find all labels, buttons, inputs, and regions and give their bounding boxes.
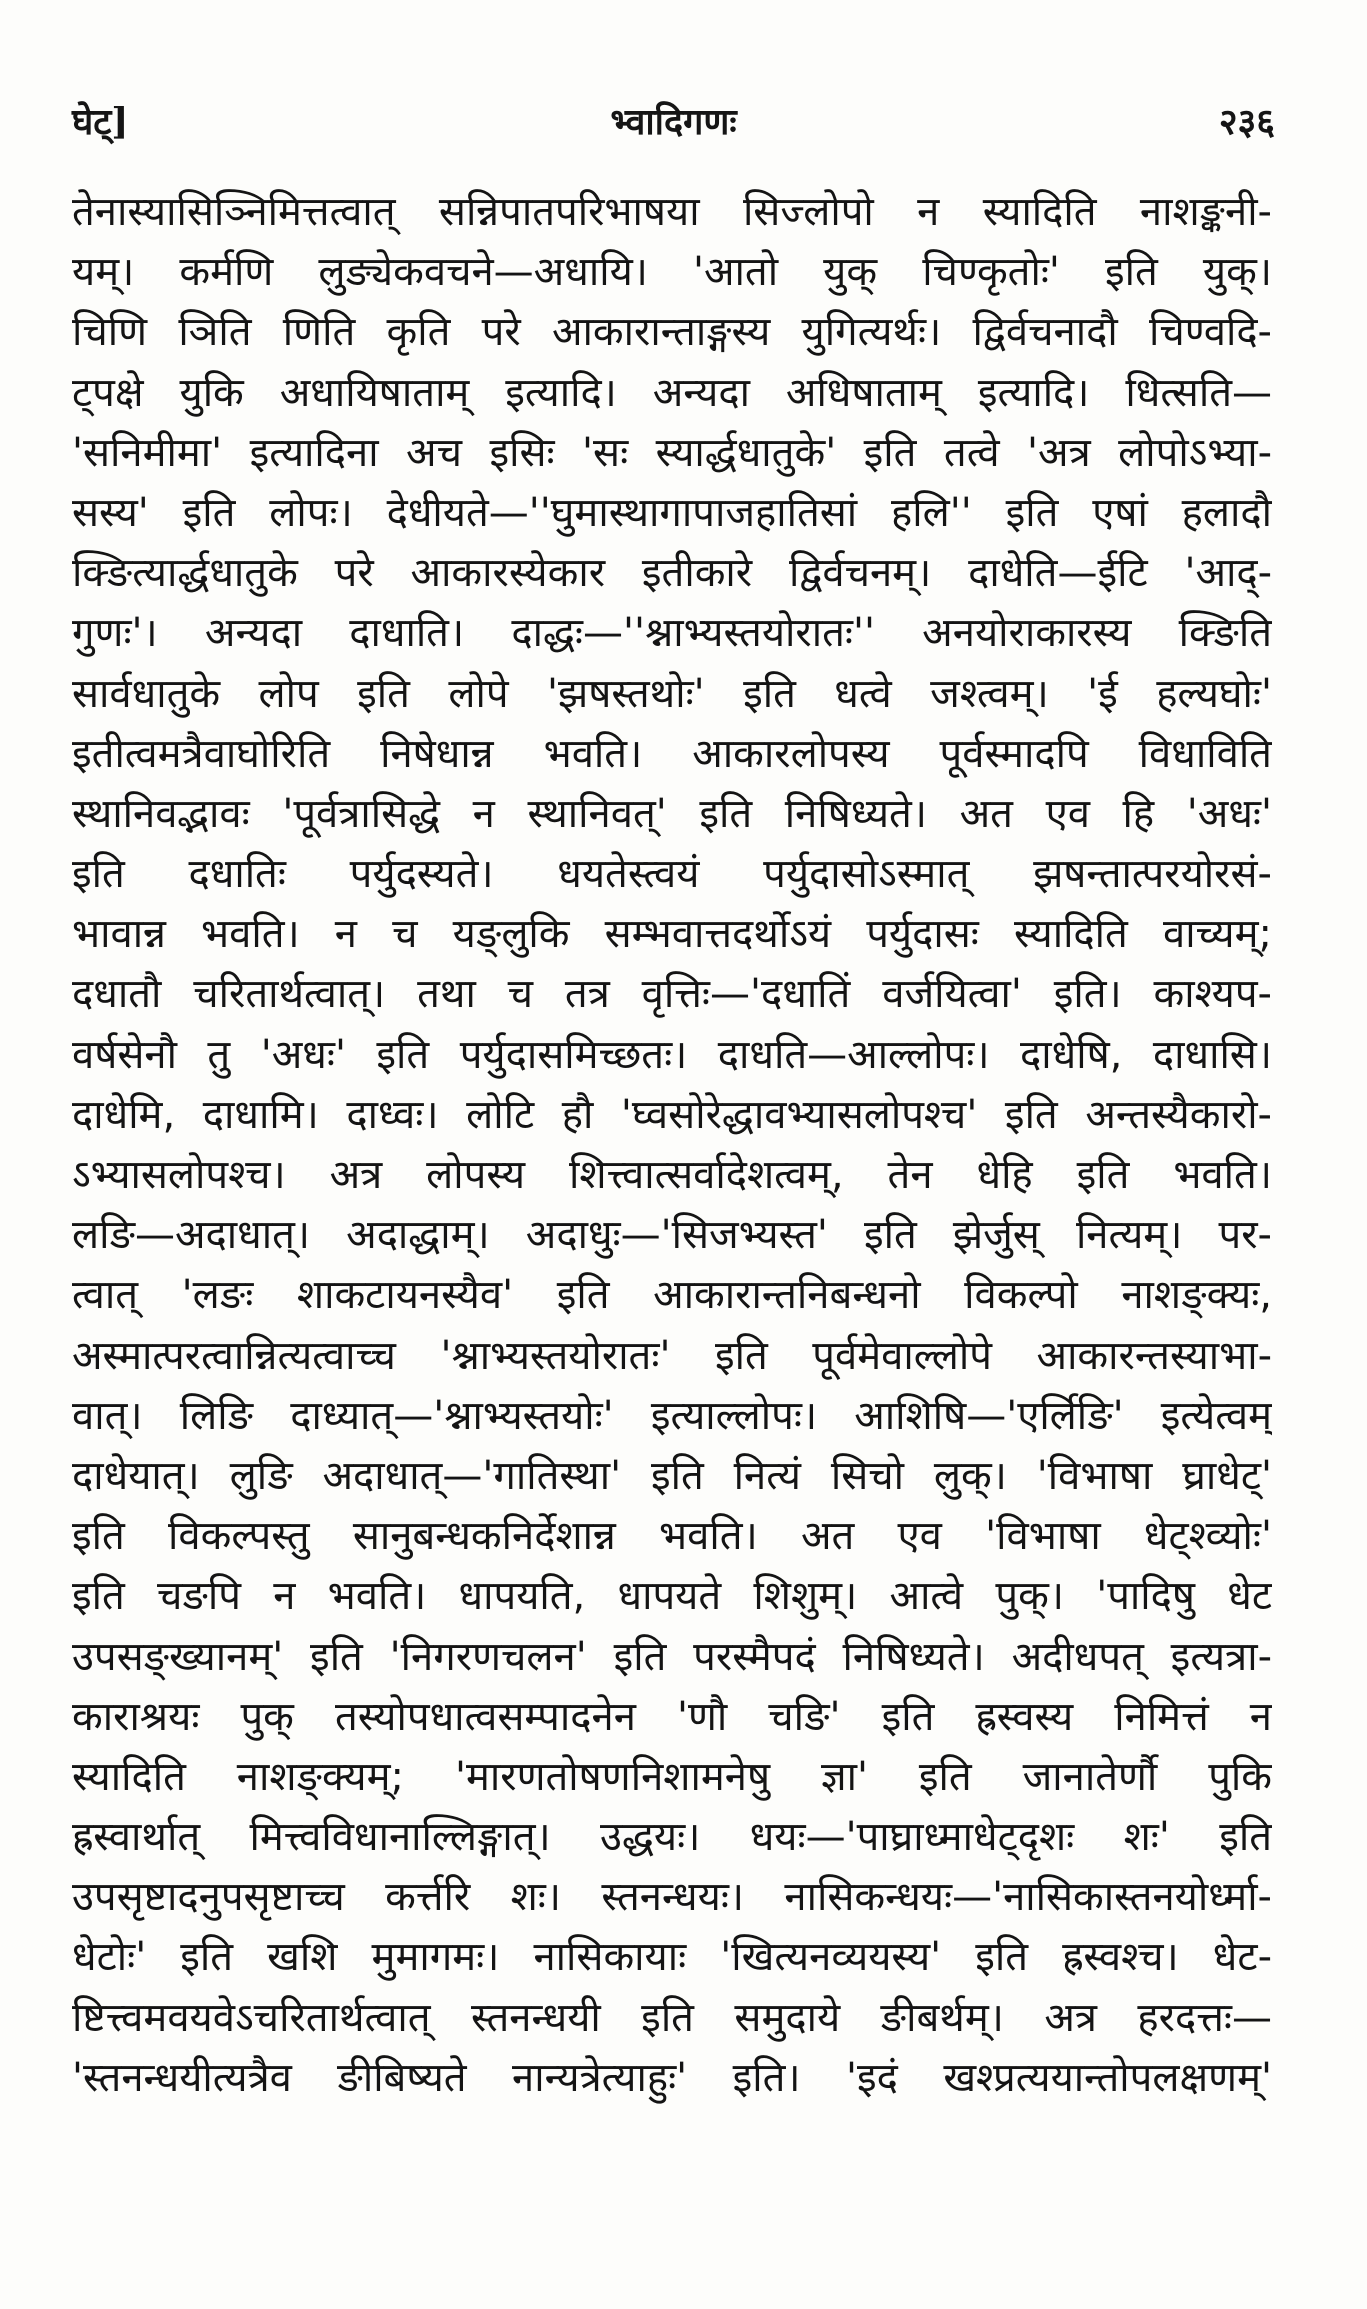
text-line: इति विकल्पस्तु सानुबन्धकनिर्देशान्न भवति। अत एव 'विभाषा धेट्श्व्योः' [72,1513,1272,1560]
page-number: २३६ [1218,101,1275,143]
text-line: क्ङित्यार्द्धधातुके परे आकारस्येकार इतीकारे द्विर्वचनम्। दाधेति—ईटि 'आद्- [72,550,1272,597]
text-line: वर्षसेनौ तु 'अधः' इति पर्युदासमिच्छतः। दाधति—आल्लोपः। दाधेषि, दाधासि। [72,1031,1272,1078]
text-line: अस्मात्परत्वान्नित्यत्वाच्च 'श्नाभ्यस्तयोरातः' इति पूर्वमेवाल्लोपे आकारन्तस्याभा- [72,1332,1272,1379]
text-line: स्थानिवद्भावः 'पूर्वत्रासिद्धे न स्थानिवत्' इति निषिध्यते। अत एव हि 'अधः' [72,790,1272,837]
text-line: 'स्तनन्धयीत्यत्रैव ङीबिष्यते नान्यत्रेत्याहुः' इति। 'इदं खश्प्रत्ययान्तोपलक्षणम्' [72,2054,1272,2101]
text-line: तेनास्यासिञ्निमित्तत्वात् सन्निपातपरिभाषया सिज्लोपो न स्यादिति नाशङ्कनी- [72,189,1272,235]
text-line: ऽभ्यासलोपश्च। अत्र लोपस्य शित्त्वात्सर्वादेशत्वम्, तेन धेहि इति भवति। [72,1152,1272,1198]
text-line: ह्रस्वार्थात् मित्त्वविधानाल्लिङ्गात्। उद्धयः। धयः—'पाघ्राध्माधेट्दृशः शः' इति [72,1814,1272,1861]
text-line: गुणः'। अन्यदा दाधाति। दाद्धः—''श्नाभ्यस्तयोरातः'' अनयोराकारस्य क्ङिति [72,610,1272,657]
text-line: चिणि ञिति णिति कृति परे आकारान्ताङ्गस्य युगित्यर्थः। द्विर्वचनादौ चिण्वदि- [72,309,1272,356]
text-line: इति चङपि न भवति। धापयति, धापयते शिशुम्। आत्वे पुक्। 'पादिषु धेट [72,1573,1272,1620]
body-text [72,182,1272,2108]
text-line: सस्य' इति लोपः। देधीयते—''घुमास्थागापाजहातिसां हलि'' इति एषां हलादौ [72,489,1272,536]
text-line: उपसृष्टादनुपसृष्टाच्च कर्त्तरि शः। स्तनन्धयः। नासिकन्धयः—'नासिकास्तनयोर्ध्मा- [72,1874,1272,1921]
page-header [72,96,1275,156]
text-line: दाधेमि, दाधामि। दाध्वः। लोटि हौ 'घ्वसोरेद्धावभ्यासलोपश्च' इति अन्तस्यैकारो- [72,1091,1272,1138]
text-line: काराश्रयः पुक् तस्योपधात्वसम्पादनेन 'णौ चङि' इति ह्रस्वस्य निमित्तं न [72,1693,1272,1740]
text-line: इति दधातिः पर्युदस्यते। धयतेस्त्वयं पर्युदासोऽस्मात् झषन्तात्परयोरसं- [72,851,1272,898]
text-line: इतीत्वमत्रैवाघोरिति निषेधान्न भवति। आकारलोपस्य पूर्वस्मादपि विधाविति [72,730,1272,777]
text-line: स्यादिति नाशङ्क्यम्; 'मारणतोषणनिशामनेषु ज्ञा' इति जानातेर्णौ पुकि [72,1753,1272,1800]
text-line: वात्। लिङि दाध्यात्—'श्नाभ्यस्तयोः' इत्याल्लोपः। आशिषि—'एर्लिङि' इत्येत्वम् [72,1392,1272,1439]
text-line: सार्वधातुके लोप इति लोपे 'झषस्तथोः' इति धत्वे जश्त्वम्। 'ई हल्यघोः' [72,670,1272,717]
text-line: त्वात् 'लङः शाकटायनस्यैव' इति आकारान्तनिबन्धनो विकल्पो नाशङ्क्यः, [72,1272,1272,1319]
text-line: दधातौ चरितार्थत्वात्। तथा च तत्र वृत्तिः—'दधातिं वर्जयित्वा' इति। काश्यप- [72,971,1272,1018]
text-line: भावान्न भवति। न च यङ्लुकि सम्भवात्तदर्थोऽयं पर्युदासः स्यादिति वाच्यम्; [72,911,1272,958]
text-line: यम्। कर्मणि लुङ्येकवचने—अधायि। 'आतो युक् चिण्कृतोः' इति युक्। [72,249,1272,296]
text-line: लङि—अदाधात्। अदाद्धाम्। अदाधुः—'सिजभ्यस्त' इति झेर्जुस् नित्यम्। पर- [72,1212,1272,1259]
text-line: 'सनिमीमा' इत्यादिना अच इसिः 'सः स्यार्द्धधातुके' इति तत्वे 'अत्र लोपोऽभ्या- [72,429,1272,476]
text-line: उपसङ्ख्यानम्' इति 'निगरणचलन' इति परस्मैपदं निषिध्यते। अदीधपत् इत्यत्रा- [72,1633,1272,1680]
header-section-ref: घेट्] [72,101,129,143]
text-line: ष्टित्त्वमवयवेऽचरितार्थत्वात् स्तनन्धयी इति समुदाये ङीबर्थम्। अत्र हरदत्तः— [72,1994,1272,2041]
text-line: धेटोः' इति खशि मुमागमः। नासिकायाः 'खित्यनव्ययस्य' इति ह्रस्वश्च। धेट- [72,1934,1272,1981]
text-line: दाधेयात्। लुङि अदाधात्—'गातिस्था' इति नित्यं सिचो लुक्। 'विभाषा घ्राधेट्' [72,1452,1272,1499]
text-line: ट्पक्षे युकि अधायिषाताम् इत्यादि। अन्यदा अधिषाताम् इत्यादि। धित्सति— [72,369,1272,416]
header-title: भ्वादिगणः [610,101,737,143]
